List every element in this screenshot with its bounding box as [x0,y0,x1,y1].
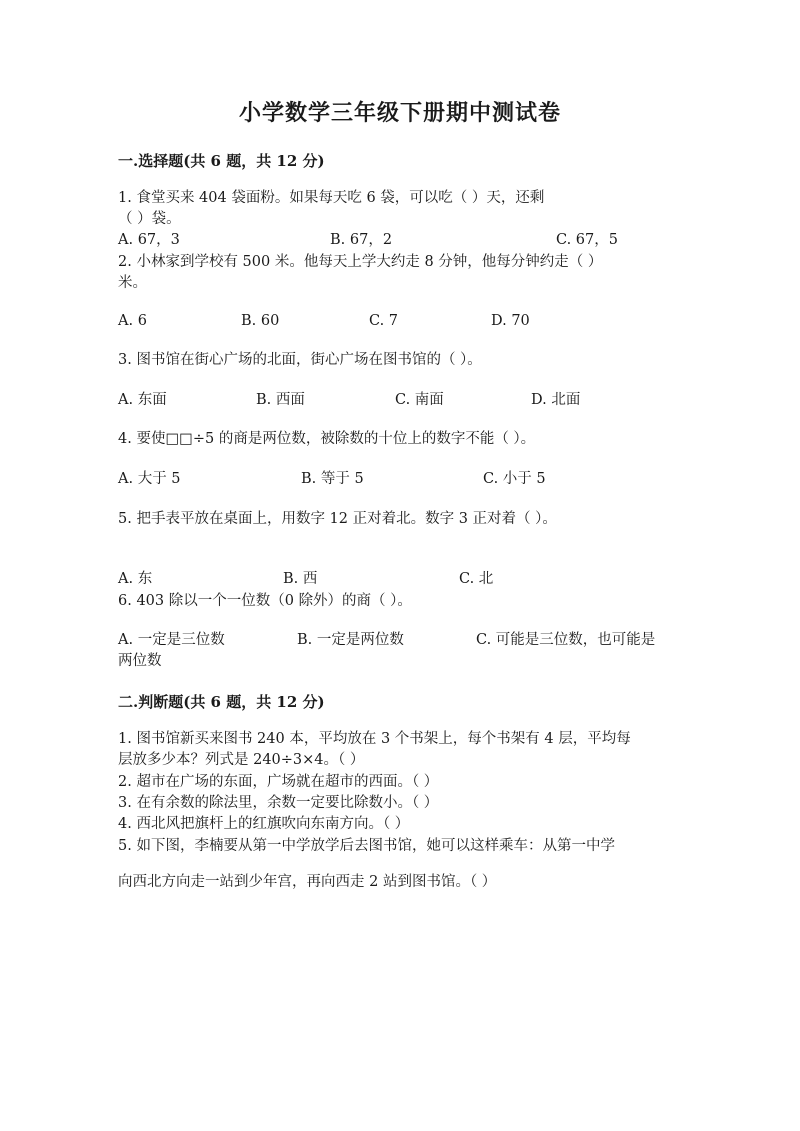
q3-option-d: D. 北面 [531,392,581,408]
j5-text: 5. 如下图，李楠要从第一中学放学后去图书馆，她可以这样乘车：从第一中学 [118,838,615,854]
q3-option-b: B. 西面 [256,392,305,408]
q4-text: 4. 要使□□÷5 的商是两位数，被除数的十位上的数字不能（ ）。 [118,431,536,447]
q5-option-b: B. 西 [283,571,318,587]
q2-text-cont: 米。 [118,275,147,291]
j3-text: 3. 在有余数的除法里，余数一定要比除数小。（ ） [118,795,439,811]
q2-option-b: B. 60 [241,313,280,329]
q5-option-a: A. 东 [118,571,153,587]
q1-option-c: C. 67，5 [556,232,618,248]
q1-text: 1. 食堂买来 404 袋面粉。如果每天吃 6 袋，可以吃（ ）天，还剩 [118,190,545,206]
section-heading-choice: 一.选择题(共 6 题，共 12 分) [118,152,325,170]
q2-option-c: C. 7 [369,313,399,329]
j5-text-cont: 向西北方向走一站到少年宫，再向西走 2 站到图书馆。（ ） [118,874,497,890]
j2-text: 2. 超市在广场的东面，广场就在超市的西面。（ ） [118,774,439,790]
q1-option-a: A. 67，3 [118,232,180,248]
q5-option-c: C. 北 [459,571,494,587]
q2-text: 2. 小林家到学校有 500 米。他每天上学大约走 8 分钟，他每分钟约走（ ） [118,254,603,270]
section-heading-judge: 二.判断题(共 6 题，共 12 分) [118,693,325,711]
q5-text: 5. 把手表平放在桌面上，用数字 12 正对着北。数字 3 正对着（ ）。 [118,511,557,527]
q6-option-a: A. 一定是三位数 [118,632,225,648]
q1-option-b: B. 67，2 [330,232,393,248]
q6-option-c: C. 可能是三位数，也可能是 [476,632,656,648]
q6-option-b: B. 一定是两位数 [297,632,404,648]
q2-option-d: D. 70 [491,313,530,329]
j4-text: 4. 西北风把旗杆上的红旗吹向东南方向。（ ） [118,816,410,832]
q3-text: 3. 图书馆在街心广场的北面，街心广场在图书馆的（ ）。 [118,352,482,368]
j1-text: 1. 图书馆新买来图书 240 本，平均放在 3 个书架上，每个书架有 4 层，平均每 [118,731,631,747]
q6-text: 6. 403 除以一个一位数（0 除外）的商（ ）。 [118,593,412,609]
q3-option-c: C. 南面 [395,392,444,408]
q1-text-cont: （ ）袋。 [118,211,181,227]
page-title: 小学数学三年级下册期中测试卷 [238,100,561,126]
q4-option-c: C. 小于 5 [483,471,546,487]
q2-option-a: A. 6 [118,313,147,329]
q4-option-b: B. 等于 5 [301,471,364,487]
q6-option-c-cont: 两位数 [118,653,162,669]
q4-option-a: A. 大于 5 [118,471,181,487]
j1-text-cont: 层放多少本？列式是 240÷3×4。（ ） [118,752,365,768]
q3-option-a: A. 东面 [118,392,167,408]
